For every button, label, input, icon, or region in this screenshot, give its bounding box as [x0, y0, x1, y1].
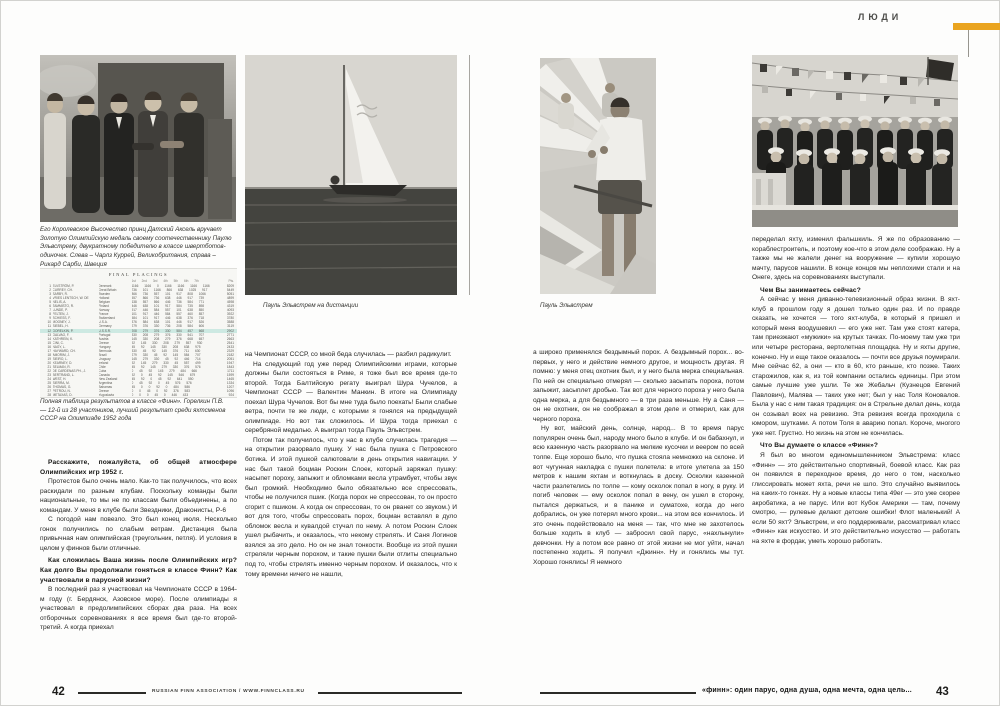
cell-races: 638 557 866 446 736 584 771: [131, 300, 205, 305]
cell-points: 2329: [226, 348, 234, 353]
cell-points: 3119: [227, 324, 234, 329]
cell-place: 7: [49, 308, 51, 313]
cell-country: Austria: [98, 336, 109, 341]
cell-points: 1334: [226, 381, 234, 386]
cell-races: 92 145 330 208 279 557 930: [131, 340, 203, 345]
left-column-1: [40, 455, 237, 658]
cell-country: U.S.A.: [98, 320, 108, 325]
cell-races: 208 279 376 330 584 457 668: [131, 328, 205, 333]
footer-rule-3: [540, 692, 696, 694]
right-column-1: [533, 348, 744, 684]
cell-points: 2902: [226, 328, 234, 333]
cell-name: TAMMISTO, R.: [52, 304, 74, 309]
cell-place: 25: [47, 381, 51, 386]
paragraph: Как сложилась Ваша жизнь после Олимпийских игр? Как долго Вы продолжали гоняться в классе Финн? Как участвовали в парусной жизни?: [40, 557, 237, 584]
cell-name: AMORIM, J.: [52, 352, 70, 357]
finn-on-course-photo: [245, 55, 457, 295]
cell-races: 92 0 45 92 145 546 679: [131, 373, 196, 378]
cell-races: 279 376 330 736 208 584 606: [131, 324, 205, 329]
footer-slogan: «финн»: один парус, одна душа, одна мечта, одна цель...: [702, 687, 912, 694]
right-column-2: [752, 235, 960, 684]
cell-races: 0 0 0 45 0 446 433: [131, 393, 189, 398]
cell-points: 1711: [227, 368, 234, 373]
cell-name: SIERRA, M.: [52, 381, 70, 386]
cell-country: Great Britain: [98, 288, 117, 293]
cell-races: 0 45 92 145 279 484 666: [131, 368, 197, 373]
cell-place: 6: [49, 304, 51, 309]
cell-country: Ireland: [98, 360, 109, 365]
cell-name: WEST, H.: [52, 377, 67, 382]
cell-races: 917 446 584 557 101 638 850: [131, 308, 205, 313]
cell-points: 1465: [226, 377, 234, 382]
finn-on-course-photo-art: [245, 55, 457, 295]
cell-place: 16: [47, 344, 51, 349]
elvstrom-portrait-photo: [540, 58, 656, 294]
cell-name: SIEBEL, H.: [52, 324, 69, 329]
paragraph: В последний раз я участвовал на Чемпионате СССР в 1964-м году (г. Бердянск, Азовское море). После олимпиады я участвовал в предолимпийских сборах два раза. На всех отборочных соревнованиях я все время был где-то второй-третий. А когда приехал: [40, 586, 237, 632]
cell-country: Hungary: [98, 344, 111, 349]
cell-races: 92 145 279 330 45 557 499: [131, 360, 201, 365]
cell-country: Sweden: [98, 292, 111, 297]
cell-races: 145 279 330 45 92 446 714: [131, 356, 201, 361]
cell-country: Uruguay: [98, 356, 111, 361]
cell-name: THOMAS, G.: [52, 385, 72, 390]
cell-points: 8209: [226, 284, 234, 288]
cell-country: Bermuda: [98, 348, 112, 353]
cell-points: 3780: [226, 316, 234, 321]
medal-ceremony-caption: Его Королевское Высочество принц Датский Аксель вручает Золотую Олимпийскую медаль своему соотечественнику Паулю Эльвстрему, двукратному победителю в классе швертботов-одиночек. Слева – Чарлз Куррей, Великобритания, справа – Рикард Сарби, Швеция: [40, 226, 232, 268]
cell-place: 20: [47, 360, 51, 365]
cell-place: 23: [47, 373, 51, 378]
cell-points: 1096: [226, 389, 234, 394]
cell-points: 2182: [226, 352, 234, 357]
paragraph: Я был во многом единомышленником Эльвстрема: класс «Финн» — это действительно спортивный, боевой класс. Как раз он появился в переходное время, до него о том, насколько глиссировать может яхта, речи не шло. Это случайно выявилось на каких-то гонках. Ну а новые классы типа 49er — это уже скорее акробатика, а не парус. Или вот Кубок Америки — там, почему смотрю, — рулевые делают детские ошибки! Флот маленький! А если 50 яхт? Эльвстрем, и его поддерживали, рассматривал класс «Финн» как искусство. И это действительно искусство — работать на яхте в фордак, уметь хорошо работать.: [752, 452, 960, 545]
cell-races: 45 92 145 330 208 638 975: [131, 344, 201, 349]
cell-races: 330 208 279 376 330 541 707: [131, 332, 205, 337]
cell-points: 1599: [226, 373, 234, 378]
team-on-deck-photo-art: [752, 55, 958, 227]
cell-place: 9: [49, 316, 51, 321]
paragraph: Ну вот, майский день, солнце, народ... В то время парус популярен очень был, народу много было в клубе. И он бабахнул, и всю казенную часть разорвало на мелкие кусочки и веером по всей толпе. Еще хорошо было, что пушка стояла немножко на склоне. И вот чугунная накладка с пушки полетела: в итоге улетела за 150 метров к нашим яхтам и воткнулась в доску. Осколки казенной части разлетелись по толпе — кому осколок попал в ногу, в руку. И погиб человек — ему осколок попал в вену, он ушел в сторону, пытался держаться, и в панике и суматохе, когда до него добрались, он уже потерял много крови... на этом все кончилось. И это очень подействовало на меня — так, что мне не захотелось больше ходить в клуб — забросил свой парус, «нахлынули» девчонки. Ну а потом все равно от этой жизни не мог уйти, начал постепенно ходить. Я получил «Джинн». Ну и гонялись мы тут. Хорошо гонялись! Я немного: [533, 425, 744, 567]
cell-points: 4598: [226, 300, 234, 305]
results-table-caption: Полная таблица результатов в классе «Финн». Горелкин П.В. — 12-й из 28 участников, лучший результат среди яхтсменов СССР на Олимпиаде 1952 года: [40, 398, 226, 423]
cell-races: 45 92 0 45 92 641 550: [131, 377, 194, 382]
cell-races: 145 330 208 279 376 668 657: [131, 336, 205, 341]
cell-place: 18: [47, 352, 51, 357]
cell-name: CINI, C.: [52, 340, 64, 345]
cell-races: 584 101 917 446 638 376 718: [131, 316, 205, 321]
paragraph: Что Вы думаете о классе «Финн»?: [760, 442, 879, 450]
cell-name: MOONEY, J.: [52, 320, 71, 325]
section-label: ЛЮДИ: [858, 12, 903, 22]
paragraph: На следующий год уже перед Олимпийскими играми, которые должны были состояться в Риме, я тоже был все время где-то второй. Тогда Балтийскую регату выиграл Шура Чучелов, а Чемпионат СССР — Валентин Манкин. В итоге на Олимпиаду поехал Шура Чучелов. Вот бы мне туда было поехать! Были слабые ветра, почти те же люди, с которыми я гонялся на предыдущей олимпиаде. Но вот так сложилось. И Шура тогда приехал с серебряной медалью. А выиграл тогда Пауль Эльвстрем.: [245, 360, 457, 435]
cell-points: 3922: [226, 312, 234, 317]
cell-country: Bahamas: [98, 385, 112, 390]
cell-place: 10: [47, 320, 51, 325]
cell-races: 1166 1166 0 1166 1166 1166 1166: [131, 284, 210, 288]
cell-name: VRIES LENTSCH, W. DE: [52, 296, 89, 301]
results-table-header: 1st 2nd 3rd 4th 5th 6th 7th Pts.: [131, 279, 234, 283]
cell-place: 3: [49, 292, 51, 297]
cell-name: SIEIRO, L.: [52, 356, 68, 361]
cell-races: 557 866 736 638 446 917 739: [131, 296, 205, 301]
accent-bar: [953, 23, 1000, 30]
paragraph: на Чемпионат СССР, со мной беда случилась — разбил радикулит.: [245, 351, 452, 358]
footer-rule-2: [318, 692, 462, 694]
elvstrom-portrait-photo-art: [540, 58, 656, 294]
paragraph: С погодой нам повезло. Это был конец июля. Несколько гонок получились по слабым ветрам. Дистанция была привычная нам олимпийская (треугольник, петля). И условия в целом у финнов были отличные.: [40, 516, 237, 552]
page-fold-rule: [469, 55, 470, 295]
cell-races: 45 92 145 279 330 376 576: [131, 364, 201, 369]
medal-ceremony-photo: [40, 55, 236, 222]
cell-points: 1843: [226, 364, 234, 369]
cell-races: 736 101 1166 866 638 1025 917: [131, 288, 208, 293]
cell-races: 0 0 45 0 92 376 583: [131, 389, 190, 394]
cell-country: Denmark: [98, 284, 112, 288]
paragraph: Протестов было очень мало. Как-то так получилось, что всех раскидали по разным клубам. Поскольку команды были национальные, то мы не по классам были объединены, а по командам. У меня в клубе были Звездники, Драконисты, Р-6: [40, 478, 237, 514]
paragraph: Чем Вы занимаетесь сейчас?: [760, 286, 861, 294]
footer-rule-1: [78, 692, 146, 694]
cell-points: 5449: [226, 288, 234, 293]
team-on-deck-photo: [752, 55, 958, 227]
medal-ceremony-photo-art: [40, 55, 236, 222]
left-column-2: [245, 350, 457, 684]
cell-place: 17: [47, 348, 51, 353]
cell-name: METAXAS, D.: [52, 393, 73, 398]
cell-races: 279 330 45 92 145 584 707: [131, 352, 201, 357]
cell-country: Brazil: [98, 352, 107, 357]
left-page-number: 42: [52, 686, 65, 698]
results-table-body: [40, 284, 237, 397]
cell-place: 21: [47, 364, 51, 369]
cell-name: HAYWARD, CH.: [52, 348, 76, 353]
cell-name: SCHIESS, F.: [52, 316, 71, 321]
cell-place: 1: [49, 284, 51, 288]
cell-place: 2: [49, 288, 51, 293]
elvstrom-portrait-caption: Пауль Эльвстрем: [540, 302, 593, 309]
cell-country: Finland: [98, 304, 109, 309]
table-row: [40, 393, 237, 397]
cell-name: LUNDE, P.: [52, 308, 68, 313]
paragraph: Потом так получилось, что у нас в клубе случилась трагедия — на открытии разорвало пушку. У нас была пушка с Петровского ботика. И этой пушкой салютовали в день открытия навигации. У нас был такой боцман Роскин Слоек, который заряжал пушку: насыпет пороху, запыжит и обломками весла утрамбует, чтобы звук был громкий. Необходимо было обязательно все спрессовать, чтобы не получился пшик. (Когда порох не спрессован, то он просто сгорит с пшиком. А когда он спрессован, то он рванет со звуком.) И вот для того, чтобы спрессовать порох, боцман вставлял в дуло обломок весла и кувалдой стучал по нему. А потом Роскин Слоек ушел рыбачить, и оказалось, что некому стрелять. И Саня Логинов взялся за это дело. Но он не знал тонкости. Вообще из этой пушки стреляли черным порохом, и такие пушки были отлиты специально под то, чтобы стрелять именно черным порохом. И оказалось, что к тому времени ничего не нашли,: [245, 436, 457, 578]
cell-place: 5: [49, 300, 51, 305]
paragraph: а широко применялся бездымный порох. А бездымный порох... во-первых, у него и действие немного другое, и мощность другая. Я помню: у меня отец охотник был, и у него была мерка специальная. По ней он специально отмерял — сколько засыпать пороха, потом запыжит, засыплет дробью. Так вот для черного пороха у него была одна мерка, а для бездымного — в три раза меньше. Ну а Саня — он не охотник, он не соображал в этом деле и отмерил, как для черного пороха.: [533, 349, 744, 423]
cell-races: 45 0 0 92 0 484 586: [131, 385, 190, 390]
cell-country: New Zealand: [98, 377, 118, 382]
cell-races: 446 638 101 917 584 735 898: [131, 304, 205, 309]
cell-name: BERTRAND, L.: [52, 373, 75, 378]
cell-points: 924: [228, 393, 234, 398]
cell-races: 0 45 92 0 45 576 576: [131, 381, 192, 386]
right-page-number: 43: [936, 686, 949, 698]
cell-place: 11: [47, 324, 51, 329]
cell-place: 12: [47, 328, 51, 333]
cell-country: Chile: [98, 364, 106, 369]
cell-points: 4093: [226, 308, 234, 313]
cell-races: 101 917 446 584 557 460 857: [131, 312, 205, 317]
paragraph: переделал яхту, изменил фальшкиль. Я же по образованию — кораблестроитель, и поэтому кое-что в этом деле соображаю. Ну а также мы не жалели денег на вооружение — купили хорошую мачту, парусов нашили. В конце концов мы неплохими стали и на Онеге, здесь на соревнованиях выступали.: [752, 236, 960, 282]
cell-country: U.S.S.R.: [98, 328, 111, 333]
cell-points: 2433: [226, 344, 234, 349]
cell-name: KATHREIN, K.: [52, 336, 74, 341]
footer-association: RUSSIAN FINN ASSOCIATION / WWW.FINNCLASS.RU: [152, 689, 305, 694]
cell-country: Norway: [98, 308, 110, 313]
cell-name: PETROU, N.: [52, 389, 71, 394]
cell-name: GORELKIN, P.: [52, 328, 74, 333]
cell-name: FELTEN, J.: [52, 312, 69, 317]
cell-place: 13: [47, 332, 51, 337]
cell-races: 866 736 557 101 917 808 1066: [131, 292, 206, 297]
cell-points: 3588: [226, 320, 234, 325]
cell-place: 26: [47, 385, 51, 390]
sailor: [331, 176, 340, 185]
cell-country: Portugal: [98, 332, 111, 337]
results-table: [40, 268, 237, 398]
cell-name: SELMAN, R.: [52, 364, 71, 369]
cell-country: France: [98, 312, 109, 317]
cell-place: 8: [49, 312, 51, 317]
cell-country: Cuba: [98, 368, 107, 373]
cell-name: GALVAO, F.: [52, 332, 70, 337]
cell-points: 2663: [226, 336, 234, 341]
cell-country: Yugoslavia: [98, 393, 114, 398]
cell-points: 2771: [226, 332, 234, 337]
cell-country: Greece: [98, 389, 109, 394]
cell-place: 19: [47, 356, 51, 361]
cell-points: 2541: [226, 340, 234, 345]
cell-points: 1207: [226, 385, 234, 390]
cell-place: 14: [47, 336, 51, 341]
cell-place: 24: [47, 377, 51, 382]
cell-name: DE CARDENAS PH., J.: [52, 368, 86, 373]
cell-races: 376 584 638 101 446 917 526: [131, 320, 205, 325]
cell-name: NELIS, A.: [52, 300, 67, 305]
cell-points: 4319: [226, 304, 234, 309]
cell-points: 2051: [226, 356, 234, 361]
cell-name: CURREY, CH.: [52, 288, 73, 293]
cell-points: 4899: [226, 296, 234, 301]
cell-points: 1947: [226, 360, 234, 365]
cell-place: 15: [47, 340, 51, 345]
cell-country: Holland: [98, 296, 110, 301]
cell-name: NAGY, L.: [52, 344, 66, 349]
cell-place: 27: [47, 389, 51, 394]
cell-country: Belgium: [98, 300, 111, 305]
cell-country: Germany: [98, 324, 112, 329]
finn-on-course-caption: Пауль Эльвстрем на дистанции: [263, 302, 359, 309]
paragraph: Расскажите, пожалуйста, об общей атмосфере Олимпийских игр 1952 г.: [40, 459, 237, 476]
corner-rule: [968, 30, 969, 57]
cell-place: 4: [49, 296, 51, 301]
cell-country: Argentina: [98, 381, 113, 386]
cell-name: SARBY, R.: [52, 292, 68, 297]
cell-points: 5051: [226, 292, 234, 297]
cell-place: 22: [47, 368, 51, 373]
cell-name: KEARNEY, D.: [52, 360, 73, 365]
paragraph: А сейчас у меня диванно-телевизионный образ жизни. В яхт-клуб в прошлом году я дошел только один раз. И по правде сказать, не хочется — того яхт-клуба, в который я пришел и который меня воодушевил — его уже нет. Там уже стоят катера, там приезжают «мужики» на крутых тачках. По-моему там уже три или четыре ресторана, вертолетная площадка. Ну и яхты другие, конечно. Ну и еще такое оказалось — почти все друзья поумирали. Мне сейчас 62, а они — кто в 60, кто раньше, кто позже. Таких старожилов, как я, из той компании остались единицы. При этом самые лучшие уже ушли. Те же Жебальч (Кузнецов Евгений Павлович), Малява — таких уже нет; был у нас Толя Коновалов. Была у нас с ним такая традиция: он в Стрельне делал день, когда он созывал всех на ревизию. Эта ревизия всегда проходила с юмором, шутками. А потом Толя в аварию попал. Короче, многого уже нет. Грустно. Но жизнь на этом не кончилась.: [752, 296, 960, 437]
cell-place: 28: [47, 393, 51, 398]
cell-races: 330 45 92 145 376 711 630: [131, 348, 201, 353]
results-table-title: FINAL PLACINGS: [108, 272, 169, 277]
cell-country: Canada: [98, 373, 110, 378]
cell-name: ELVSTRÖM, P.: [52, 284, 75, 288]
cell-country: Greece: [98, 340, 109, 345]
cell-country: Switzerland: [98, 316, 115, 321]
